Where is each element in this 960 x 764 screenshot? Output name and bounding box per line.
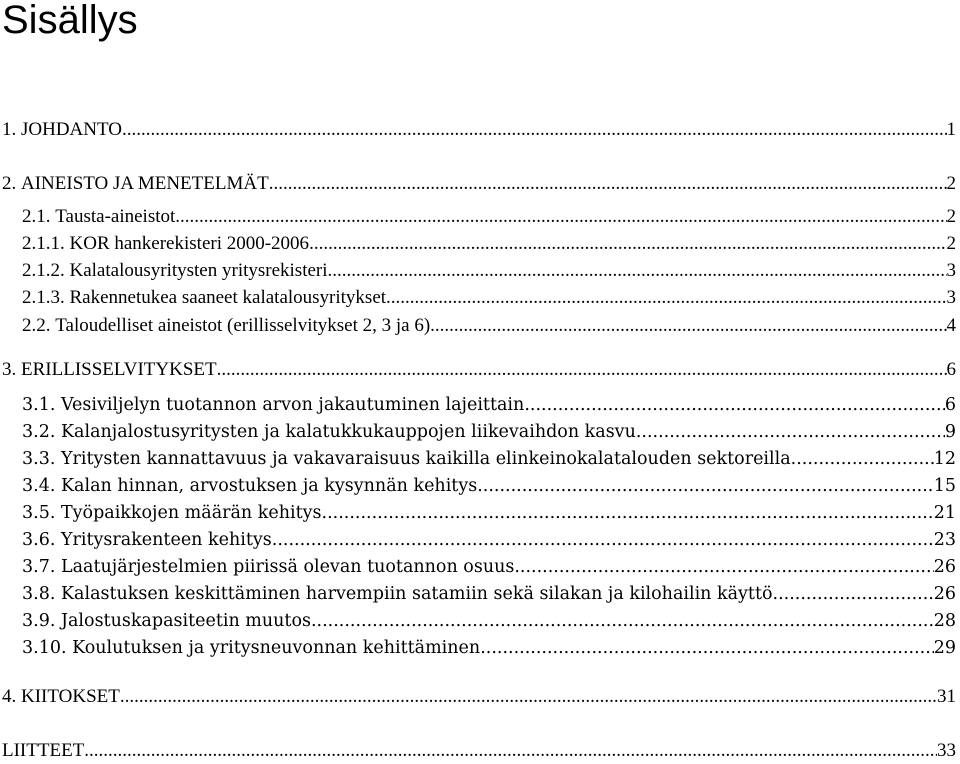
dot-leader [524, 392, 945, 419]
toc-entry-label: Kalatalousyritysten yritysrekisteri [69, 260, 328, 281]
toc-entry[interactable] [2, 683, 956, 710]
toc-entry-label: Koulutuksen ja yritysneuvonnan kehittäminen [72, 638, 481, 658]
toc-entry[interactable] [22, 581, 956, 608]
toc-entry-label: Yritysten kannattavuus ja vakavaraisuus kaikilla elinkeinokalatalouden sektoreilla [60, 449, 791, 469]
toc-entry[interactable] [22, 527, 956, 554]
toc-entry-label: Rakennetukea saaneet kalatalousyritykset [69, 287, 387, 308]
toc-entry-number: 2.1.1. [22, 233, 65, 254]
toc-entry-number: 1. [2, 119, 17, 140]
toc-entry-label: Taloudelliset aineistot (erillisselvitykset 2, 3 ja 6) [55, 315, 431, 336]
toc-entry-number: 3.9. [22, 611, 56, 631]
toc-entry-number: 4. [2, 686, 17, 707]
toc-entry-page-number: 26 [933, 557, 956, 577]
toc-entry-page-number: 29 [933, 638, 956, 658]
dot-leader [272, 527, 934, 554]
toc-entry-label: JOHDANTO [21, 119, 122, 140]
toc-entry-page-number: 15 [933, 476, 956, 496]
toc-entry-number: 3.7. [22, 557, 56, 577]
toc-entry-label: Jalostuskapasiteetin muutos [60, 611, 311, 631]
dot-leader [122, 116, 947, 143]
toc-entry-number: 3.2. [22, 422, 56, 442]
toc-entry-label: Yritysrakenteen kehitys [60, 530, 272, 550]
toc-entry-number: 3.6. [22, 530, 56, 550]
toc-entry[interactable] [2, 116, 956, 143]
toc-entry-label: KOR hankerekisteri 2000-2006 [69, 233, 310, 254]
toc-entry-label: Tausta-aineistot [55, 206, 176, 227]
dot-leader [477, 473, 934, 500]
toc-entry-number: 2.1.3. [22, 287, 65, 308]
dot-leader [328, 257, 947, 284]
toc-entry-number: 2. [2, 173, 17, 194]
toc-entry[interactable] [22, 312, 956, 339]
toc-entry-page-number: 3 [946, 287, 956, 308]
dot-leader [269, 170, 947, 197]
dot-leader [791, 446, 934, 473]
toc-entry-label: Laatujärjestelmien piirissä olevan tuotannon osuus [60, 557, 515, 577]
dot-leader [217, 356, 947, 383]
toc-entry-number: 3.10. [22, 638, 67, 658]
toc-entry-page-number: 33 [937, 740, 956, 761]
toc-entry[interactable] [22, 392, 956, 419]
toc-entry-number: 3.4. [22, 476, 56, 496]
toc-entry[interactable] [22, 635, 956, 662]
toc-entry-label: Kalastuksen keskittäminen harvempiin satamiin sekä silakan ja kilohailin käyttö [60, 584, 773, 604]
toc-entry[interactable] [2, 356, 956, 383]
toc-entry-page-number: 12 [933, 449, 956, 469]
dot-leader [386, 284, 946, 311]
dot-leader [84, 737, 937, 764]
toc-entry-page-number: 3 [946, 260, 956, 281]
dot-leader [773, 581, 934, 608]
toc-entry-number: 2.1.2. [22, 260, 65, 281]
toc-entry-label: Kalan hinnan, arvostuksen ja kysynnän kehitys [60, 476, 478, 496]
toc-entry-page-number: 28 [933, 611, 956, 631]
toc-entry-page-number: 9 [944, 422, 956, 442]
toc-entry-label: Vesiviljelyn tuotannon arvon jakautuminen lajeittain [60, 395, 525, 415]
toc-entry-number: 3. [2, 359, 17, 380]
toc-entry[interactable] [22, 284, 956, 311]
toc-entry[interactable] [22, 203, 956, 230]
dot-leader [120, 683, 937, 710]
toc-entry-page-number: 23 [933, 530, 956, 550]
toc-entry-page-number: 26 [933, 584, 956, 604]
toc-entry-number: 3.5. [22, 503, 56, 523]
toc-entry[interactable] [22, 473, 956, 500]
dot-leader [175, 203, 946, 230]
toc-entry-page-number: 2 [946, 206, 956, 227]
toc-entry-number: 3.8. [22, 584, 56, 604]
toc-entry-page-number: 1 [946, 119, 956, 140]
toc-entry-label: KIITOKSET [21, 686, 120, 707]
toc-entry[interactable] [22, 446, 956, 473]
toc-entry-label: Työpaikkojen määrän kehitys [60, 503, 322, 523]
toc-entry-number: 2.1. [22, 206, 51, 227]
toc-entry-page-number: 31 [937, 686, 956, 707]
dot-leader [311, 608, 934, 635]
dot-leader [636, 419, 945, 446]
toc-entry-page-number: 2 [946, 173, 956, 194]
dot-leader [322, 500, 934, 527]
toc-entry-page-number: 2 [946, 233, 956, 254]
dot-leader [514, 554, 933, 581]
toc-entry-label: AINEISTO JA MENETELMÄT [21, 173, 269, 194]
toc-entry-number: 3.3. [22, 449, 56, 469]
toc-entry-label: LIITTEET [2, 740, 85, 761]
dot-leader [480, 635, 934, 662]
toc-entry[interactable] [2, 737, 956, 764]
toc-entry[interactable] [22, 257, 956, 284]
toc-entry[interactable] [2, 170, 956, 197]
dot-leader [430, 312, 946, 339]
toc-entry[interactable] [22, 554, 956, 581]
toc-entry[interactable] [22, 608, 956, 635]
toc-entry-page-number: 4 [946, 315, 956, 336]
dot-leader [309, 230, 946, 257]
toc-entry-label: Kalanjalostusyritysten ja kalatukkukauppojen liikevaihdon kasvu [60, 422, 636, 442]
toc-entry-page-number: 6 [944, 395, 956, 415]
toc-entry-number: 3.1. [22, 395, 56, 415]
toc-entry-page-number: 21 [933, 503, 956, 523]
toc-entry[interactable] [22, 500, 956, 527]
page-title: Sisällys [2, 0, 138, 42]
toc-entry[interactable] [22, 419, 956, 446]
toc-entry-page-number: 6 [946, 359, 956, 380]
toc-entry[interactable] [22, 230, 956, 257]
toc-entry-number: 2.2. [22, 315, 51, 336]
toc-entry-label: ERILLISSELVITYKSET [21, 359, 217, 380]
